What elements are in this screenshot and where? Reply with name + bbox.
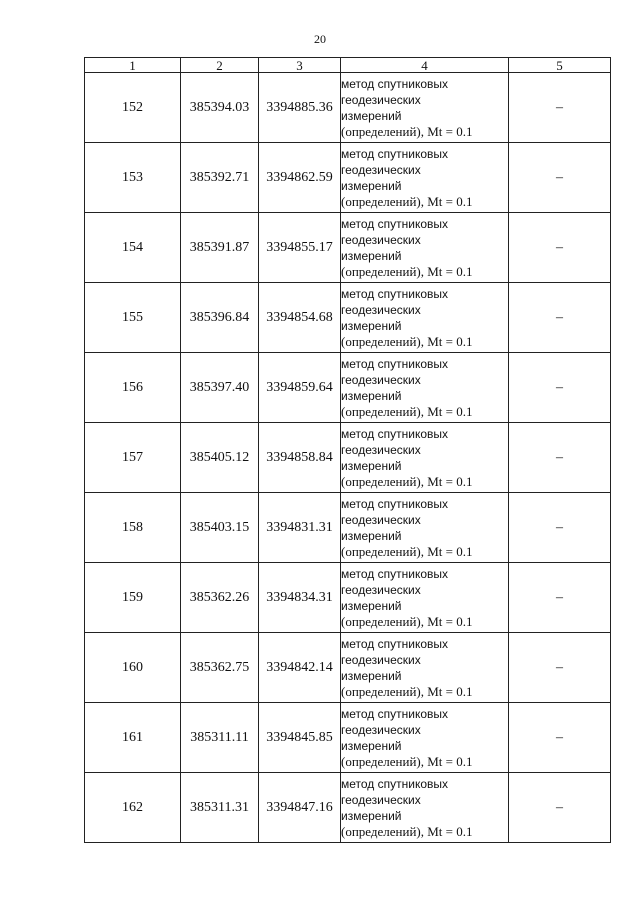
- point-number-cell: 153: [85, 143, 181, 213]
- x-coordinate-cell: 385405.12: [181, 423, 259, 493]
- table-row: [85, 563, 611, 633]
- method-line: измерений: [341, 528, 402, 543]
- method-line: геодезических: [341, 92, 421, 107]
- column-header-1: 1: [85, 58, 181, 73]
- method-line: измерений: [341, 598, 402, 613]
- method-accuracy-line: (определений), Mt = 0.1: [341, 123, 473, 139]
- table-header-row: [85, 58, 611, 73]
- point-number-cell: 155: [85, 283, 181, 353]
- method-accuracy-line: (определений), Mt = 0.1: [341, 263, 473, 279]
- column-header-4: 4: [341, 58, 509, 73]
- method-line: метод спутниковых: [341, 286, 449, 301]
- method-line: метод спутниковых: [341, 356, 449, 371]
- table-row: [85, 283, 611, 353]
- x-coordinate-cell: 385394.03: [181, 73, 259, 143]
- method-accuracy-line: (определений), Mt = 0.1: [341, 543, 473, 559]
- x-coordinate-cell: 385362.75: [181, 633, 259, 703]
- method-cell: [341, 143, 509, 213]
- method-accuracy-line: (определений), Mt = 0.1: [341, 613, 473, 629]
- table-row: [85, 143, 611, 213]
- method-accuracy-line: (определений), Mt = 0.1: [341, 753, 473, 769]
- method-line: измерений: [341, 248, 402, 263]
- point-number-cell: 162: [85, 773, 181, 843]
- method-line: измерений: [341, 738, 402, 753]
- table-row: [85, 213, 611, 283]
- table-row: [85, 773, 611, 843]
- x-coordinate-cell: 385403.15: [181, 493, 259, 563]
- method-line: метод спутниковых: [341, 636, 449, 651]
- note-cell: –: [509, 703, 611, 773]
- method-line: геодезических: [341, 232, 421, 247]
- y-coordinate-cell: 3394834.31: [259, 563, 341, 633]
- x-coordinate-cell: 385391.87: [181, 213, 259, 283]
- method-line: метод спутниковых: [341, 216, 449, 231]
- method-line: измерений: [341, 178, 402, 193]
- method-line: метод спутниковых: [341, 146, 449, 161]
- method-accuracy-line: (определений), Mt = 0.1: [341, 683, 473, 699]
- y-coordinate-cell: 3394862.59: [259, 143, 341, 213]
- note-cell: –: [509, 353, 611, 423]
- method-line: геодезических: [341, 722, 421, 737]
- method-line: метод спутниковых: [341, 566, 449, 581]
- y-coordinate-cell: 3394855.17: [259, 213, 341, 283]
- method-accuracy-line: (определений), Mt = 0.1: [341, 193, 473, 209]
- x-coordinate-cell: 385397.40: [181, 353, 259, 423]
- method-line: геодезических: [341, 372, 421, 387]
- point-number-cell: 152: [85, 73, 181, 143]
- method-cell: [341, 73, 509, 143]
- table-row: [85, 633, 611, 703]
- point-number-cell: 157: [85, 423, 181, 493]
- method-line: измерений: [341, 108, 402, 123]
- note-cell: –: [509, 563, 611, 633]
- point-number-cell: 156: [85, 353, 181, 423]
- point-number-cell: 154: [85, 213, 181, 283]
- method-line: геодезических: [341, 512, 421, 527]
- x-coordinate-cell: 385311.31: [181, 773, 259, 843]
- y-coordinate-cell: 3394885.36: [259, 73, 341, 143]
- note-cell: –: [509, 773, 611, 843]
- table-row: [85, 353, 611, 423]
- note-cell: –: [509, 73, 611, 143]
- note-cell: –: [509, 283, 611, 353]
- point-number-cell: 161: [85, 703, 181, 773]
- method-line: метод спутниковых: [341, 496, 449, 511]
- method-cell: [341, 563, 509, 633]
- method-line: геодезических: [341, 162, 421, 177]
- y-coordinate-cell: 3394859.64: [259, 353, 341, 423]
- note-cell: –: [509, 213, 611, 283]
- method-line: метод спутниковых: [341, 426, 449, 441]
- method-cell: [341, 353, 509, 423]
- method-cell: [341, 703, 509, 773]
- table-row: [85, 493, 611, 563]
- method-accuracy-line: (определений), Mt = 0.1: [341, 823, 473, 839]
- table-row: [85, 703, 611, 773]
- method-line: геодезических: [341, 652, 421, 667]
- y-coordinate-cell: 3394831.31: [259, 493, 341, 563]
- y-coordinate-cell: 3394842.14: [259, 633, 341, 703]
- note-cell: –: [509, 423, 611, 493]
- method-line: метод спутниковых: [341, 76, 449, 91]
- point-number-cell: 158: [85, 493, 181, 563]
- x-coordinate-cell: 385396.84: [181, 283, 259, 353]
- x-coordinate-cell: 385362.26: [181, 563, 259, 633]
- method-line: измерений: [341, 388, 402, 403]
- x-coordinate-cell: 385311.11: [181, 703, 259, 773]
- y-coordinate-cell: 3394845.85: [259, 703, 341, 773]
- point-number-cell: 160: [85, 633, 181, 703]
- point-number-cell: 159: [85, 563, 181, 633]
- method-line: геодезических: [341, 442, 421, 457]
- method-line: геодезических: [341, 792, 421, 807]
- method-line: метод спутниковых: [341, 776, 449, 791]
- method-line: геодезических: [341, 302, 421, 317]
- y-coordinate-cell: 3394858.84: [259, 423, 341, 493]
- method-cell: [341, 773, 509, 843]
- method-cell: [341, 283, 509, 353]
- coordinates-table: [84, 57, 611, 843]
- method-cell: [341, 633, 509, 703]
- column-header-3: 3: [259, 58, 341, 73]
- method-accuracy-line: (определений), Mt = 0.1: [341, 403, 473, 419]
- method-cell: [341, 423, 509, 493]
- method-line: измерений: [341, 668, 402, 683]
- method-cell: [341, 213, 509, 283]
- note-cell: –: [509, 143, 611, 213]
- column-header-2: 2: [181, 58, 259, 73]
- method-line: измерений: [341, 318, 402, 333]
- note-cell: –: [509, 493, 611, 563]
- table-row: [85, 73, 611, 143]
- column-header-5: 5: [509, 58, 611, 73]
- page-number: 20: [314, 32, 326, 46]
- method-line: измерений: [341, 458, 402, 473]
- method-line: метод спутниковых: [341, 706, 449, 721]
- method-cell: [341, 493, 509, 563]
- x-coordinate-cell: 385392.71: [181, 143, 259, 213]
- method-accuracy-line: (определений), Mt = 0.1: [341, 333, 473, 349]
- note-cell: –: [509, 633, 611, 703]
- method-line: геодезических: [341, 582, 421, 597]
- method-line: измерений: [341, 808, 402, 823]
- method-accuracy-line: (определений), Mt = 0.1: [341, 473, 473, 489]
- y-coordinate-cell: 3394854.68: [259, 283, 341, 353]
- table-row: [85, 423, 611, 493]
- y-coordinate-cell: 3394847.16: [259, 773, 341, 843]
